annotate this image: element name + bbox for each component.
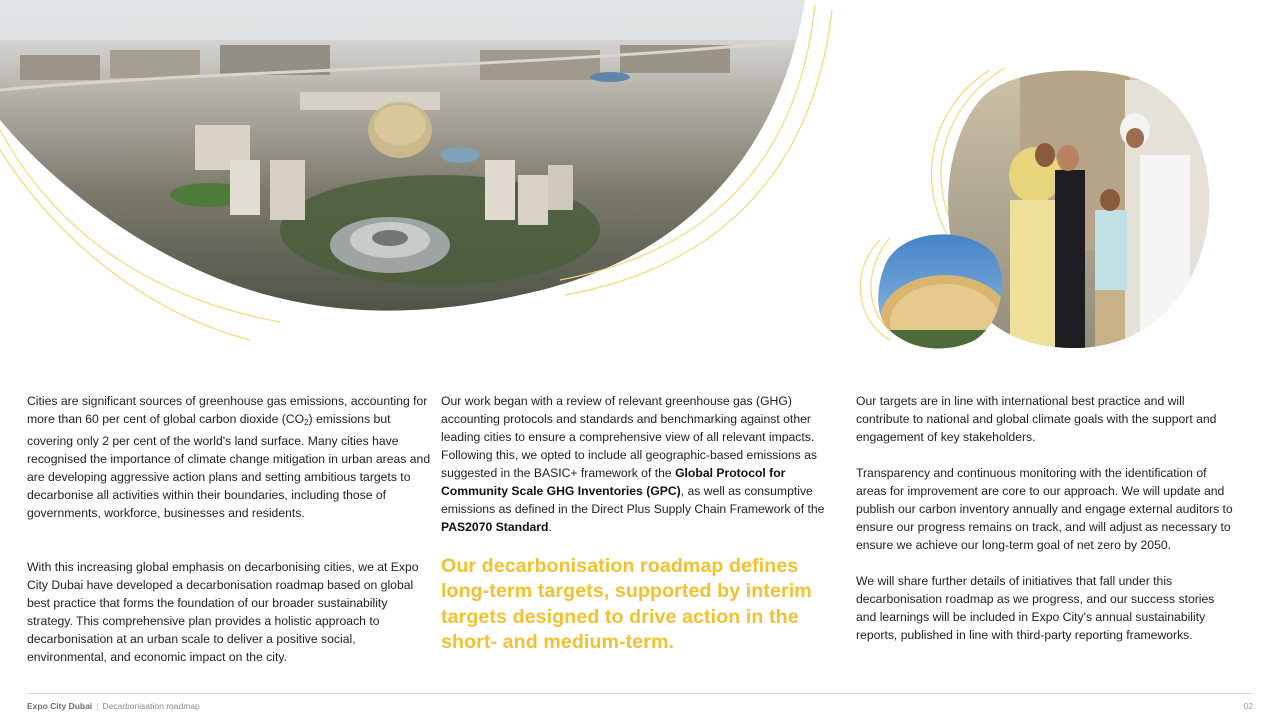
text-segment: Cities are significant sources of greenhouse gas emissions, accounting for more than 60 per cent of global carbon dioxide (CO [27, 394, 428, 426]
paragraph-future-reporting: We will share further details of initiatives that fall under this decarbonisation roadmap as we progress, and our success stories and learnings will be included in Expo City's annual sustainability reports, published in line with third-party reporting frameworks. [856, 574, 1215, 642]
family-dome-image-group [850, 60, 1230, 360]
footer-separator: | [96, 701, 99, 711]
footer-section: Decarbonisation roadmap [102, 701, 200, 711]
bold-gpc: Global Protocol for Community Scale GHG Inventories (GPC) [441, 466, 786, 498]
footer-divider [27, 693, 1253, 694]
pull-quote: Our decarbonisation roadmap defines long-term targets, supported by interim targets designed to drive action in the short- and medium-term. [441, 555, 812, 653]
bold-pas2070: PAS2070 Standard [441, 520, 549, 534]
paragraph-roadmap-intro: With this increasing global emphasis on decarbonising cities, we at Expo City Dubai have developed a decarbonisation roadmap based on global best practice that forms the foundation of our broader sustainability strategy. This comprehensive plan provides a holistic approach to decarbonisation at an urban scale to deliver a positive social, environmental, and economic impact on the city. [27, 560, 419, 664]
column-intro [27, 392, 432, 666]
footer-brand: Expo City Dubai [27, 701, 93, 711]
column-methodology [441, 392, 831, 655]
subscript: 2 [304, 418, 309, 427]
footer [27, 701, 200, 711]
paragraph-targets: Our targets are in line with international best practice and will contribute to national and global climate goals with the support and engagement of key stakeholders. [856, 394, 1217, 444]
hero-aerial-city-image [0, 0, 840, 345]
column-targets [856, 392, 1236, 644]
paragraph-cities-emissions [27, 392, 432, 522]
text-segment: . [548, 520, 552, 534]
text-segment: Our work began with a review of relevant greenhouse gas (GHG) accounting protocols and standards and benchmarking against other leading cities to ensure a comprehensive view of all relevant impacts. Following this, we opted to include all geographic-based emissions as suggested in the BASIC+ framework of the [441, 394, 817, 480]
paragraph-transparency: Transparency and continuous monitoring with the identification of areas for improvement are core to our approach. We will update and publish our carbon inventory annually and engage external auditors to ensure our progress remains on track, and will adjust as necessary to ensure we achieve our long-term goal of net zero by 2050. [856, 466, 1233, 552]
text-segment: , as well as consumptive emissions as defined in the Direct Plus Supply Chain Framework of the [441, 484, 825, 516]
paragraph-methodology [441, 392, 831, 536]
text-segment: ) emissions but covering only 2 per cent of the world's land surface. Many cities have recognised the importance of climate change mitigation in urban areas and are developing aggressive action plans and setting ambitious targets to decarbonise all activities within their boundaries, including those of governments, workforce, businesses and residents. [27, 412, 431, 520]
page-number: 02 [1243, 701, 1253, 711]
